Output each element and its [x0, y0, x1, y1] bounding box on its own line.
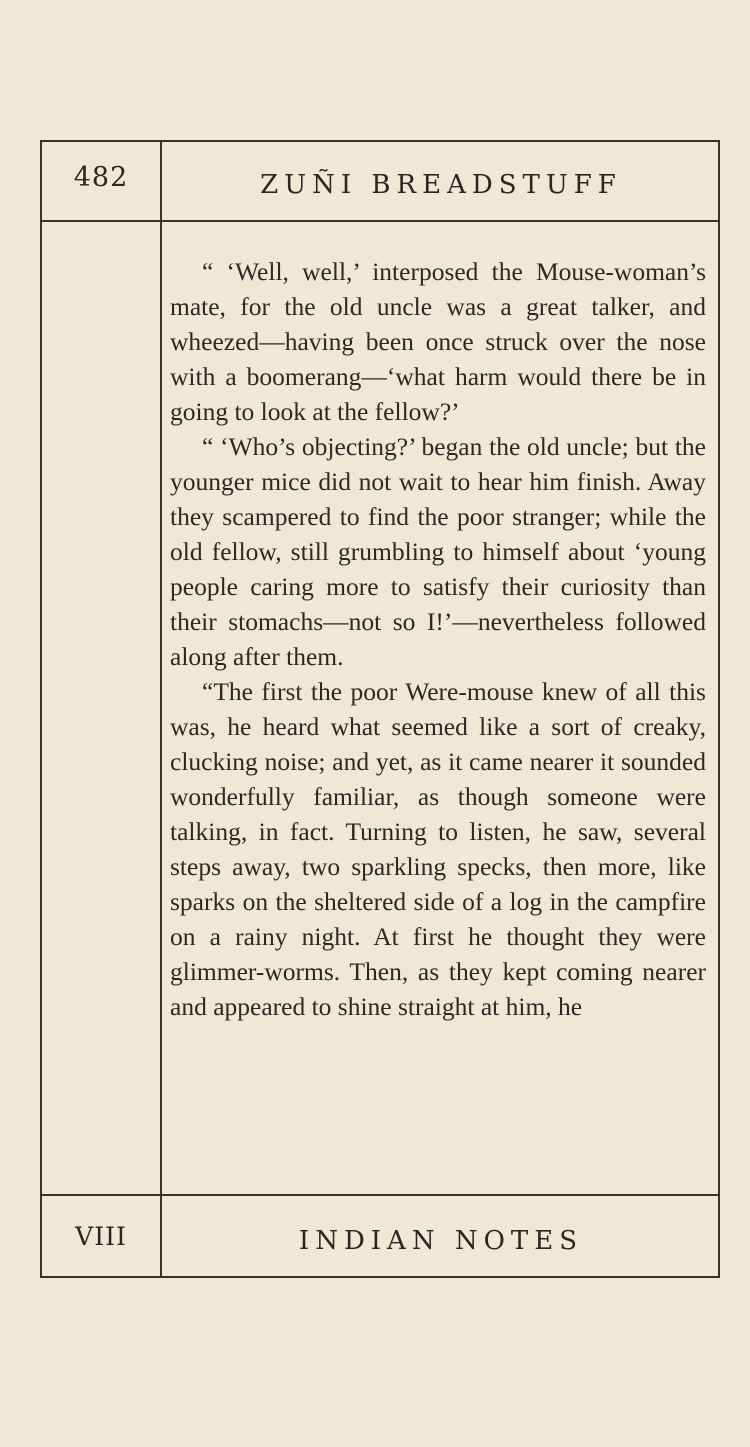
footer-rule	[42, 1194, 718, 1196]
paragraph: “ ‘Who’s objecting?’ began the old uncle; but the younger mice did not wait to hear him finish. Away they scampered to find the poor stranger; while the old fellow, still grumbling to himself about ‘young people caring more to satisfy their curiosity than their stomachs—not so I!’—nevertheless followed along after them.	[170, 432, 706, 671]
footer-title: INDIAN NOTES	[298, 1226, 584, 1256]
paragraph: “The first the poor Were-mouse knew of all this was, he heard what seemed like a sort of creaky, clucking noise; and yet, as it came nearer it sounded wonderfully familiar, as though someone were talking, in fact. Turning to listen, he saw, several steps away, two sparkling specks, then more, like sparks on the sheltered side of a log in the campfire on a rainy night. At first he thought they were glimmer-worms. Then, as they kept coming nearer and appeared to shine straight at him, he	[170, 677, 706, 1021]
running-head: ZUÑI BREADSTUFF	[260, 170, 622, 200]
page-frame	[40, 140, 720, 1278]
body-text	[170, 254, 706, 1024]
page-number: 482	[73, 162, 129, 193]
frame-divider-vertical	[160, 142, 162, 1276]
header-rule	[42, 220, 718, 222]
paragraph: “ ‘Well, well,’ interposed the Mouse-woman’s mate, for the old uncle was a great talker, and wheezed—having been once struck over the nose with a boomerang—‘what harm would there be in going to look at the fellow?’	[170, 257, 706, 426]
footer-section-number: VIII	[75, 1222, 127, 1251]
